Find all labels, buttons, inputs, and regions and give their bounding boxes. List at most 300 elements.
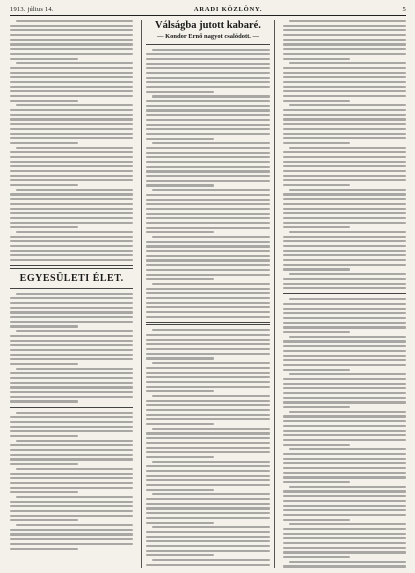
text-line [146,259,269,261]
text-line [10,533,133,535]
text-line [10,519,78,521]
text-line [152,461,269,463]
text-line [10,482,133,484]
text-line [10,156,133,158]
text-line [146,437,269,439]
divider [10,407,133,408]
text-line [10,473,133,475]
text-line [283,326,406,328]
text-line [16,468,133,470]
text-line [283,490,406,492]
text-line [10,90,133,92]
text-line [283,355,406,357]
text-line [10,109,133,111]
text-line [283,76,406,78]
text-line [146,343,269,345]
text-line [10,510,133,512]
text-line [10,372,133,374]
text-line [10,222,133,224]
text-line [283,481,351,483]
text-line [10,316,133,318]
text-line [152,395,269,397]
text-line [146,278,214,280]
text-line [10,458,133,460]
text-line [10,421,133,423]
text-line [146,67,269,69]
text-line [10,491,78,493]
text-line [146,442,269,444]
text-line [283,226,351,228]
text-line [10,349,133,351]
text-line [283,151,406,153]
text-line [10,444,133,446]
text-line [289,298,406,300]
text-line [10,505,133,507]
text-line [146,339,269,341]
newspaper-title: ARADI KÖZLÖNY. [193,6,263,13]
text-line [283,48,406,50]
text-line [10,179,133,181]
text-line [146,203,269,205]
text-line [289,336,406,338]
text-line [289,561,406,563]
text-line [146,489,214,491]
text-line [289,62,406,64]
text-line [146,484,269,486]
text-line [146,250,269,252]
text-line [146,114,269,116]
text-line [146,241,269,243]
text-line [10,95,133,97]
text-line [283,217,406,219]
text-line [146,423,214,425]
text-line [146,386,269,388]
text-line [146,199,269,201]
text-line [10,236,133,238]
text-line [146,81,269,83]
text-line [10,203,133,205]
text-line [283,547,406,549]
text-line [283,415,406,417]
text-line [283,350,406,352]
text-line [10,43,133,45]
text-line [283,537,406,539]
text-line [146,53,269,55]
text-line [10,240,133,242]
text-line [10,435,78,437]
text-line [283,142,351,144]
left-column [10,20,135,568]
text-line [10,53,133,55]
columns [10,20,406,568]
divider [283,293,406,294]
text-line [283,156,406,158]
text-line [283,345,406,347]
text-line [283,236,406,238]
text-line [10,123,133,125]
text-line [10,48,133,50]
text-line [283,505,406,507]
text-line [283,29,406,31]
text-line [152,189,269,191]
text-line [283,392,406,394]
text-line [10,217,133,219]
text-line [146,156,269,158]
text-line [283,128,406,130]
text-line [10,161,133,163]
text-line [289,523,406,525]
text-line [283,509,406,511]
text-line [283,165,406,167]
text-line [146,479,269,481]
text-line [146,297,269,299]
text-line [10,477,133,479]
text-line [146,348,269,350]
text-line [146,138,214,140]
text-line [289,448,406,450]
text-line [10,39,133,41]
text-line [283,25,406,27]
text-line [146,381,269,383]
text-line [146,119,269,121]
text-line [289,147,406,149]
text-line [146,418,269,420]
text-line [283,86,406,88]
text-line [146,245,269,247]
text-line [10,430,133,432]
text-line [152,329,269,331]
text-line [10,165,133,167]
text-line [10,128,133,130]
text-line [283,250,406,252]
text-line [10,142,78,144]
headline-rule [146,44,269,45]
text-line [146,208,269,210]
text-line [283,72,406,74]
text-line [10,29,133,31]
text-line [10,58,78,60]
text-line [146,161,269,163]
text-line [146,231,214,233]
issue-date: 1913. július 14. [10,6,54,13]
text-line [10,321,133,323]
text-line [10,358,133,360]
text-line [146,91,214,93]
text-line [10,344,133,346]
text-line [283,551,406,553]
text-line [146,465,269,467]
text-line [283,444,351,446]
text-line [152,526,269,528]
text-line [146,124,269,126]
text-line [283,43,406,45]
text-line [152,428,269,430]
text-line [289,20,406,22]
text-line [146,152,269,154]
text-line [146,166,269,168]
text-line [10,386,133,388]
divider [146,322,269,326]
text-line [10,377,133,379]
text-line [146,409,269,411]
text-line [283,198,406,200]
text-line [152,236,269,238]
text-line [10,137,133,139]
middle-column [141,20,274,568]
text-line [10,25,133,27]
text-line [146,400,269,402]
text-line [146,63,269,65]
text-line [283,303,406,305]
text-line [146,311,269,313]
text-line [146,274,269,276]
text-line [283,472,406,474]
text-line [10,363,78,365]
text-line [10,259,133,261]
text-line [146,536,269,538]
text-line [146,545,269,547]
text-line [146,456,214,458]
text-line [289,273,406,275]
text-line [283,118,406,120]
text-line [146,540,269,542]
text-line [283,222,406,224]
text-line [283,312,406,314]
text-line [146,316,269,318]
text-line [283,175,406,177]
text-line [10,543,133,545]
text-line [146,414,269,416]
text-line [146,194,269,196]
text-line [283,245,406,247]
text-line [146,507,269,509]
text-line [10,100,78,102]
text-line [146,269,269,271]
text-line [16,147,133,149]
text-line [10,170,133,172]
text-line [146,86,269,88]
text-line [10,114,133,116]
text-line [283,331,351,333]
text-line [289,231,406,233]
text-line [10,335,133,337]
text-line [10,454,133,456]
right-column [281,20,406,568]
text-line [10,72,133,74]
text-line [283,462,406,464]
text-line [283,514,406,516]
text-line [283,109,406,111]
text-line [146,357,214,359]
text-line [146,404,269,406]
text-line [146,470,269,472]
text-line [146,447,269,449]
text-line [10,133,133,135]
text-line [283,184,351,186]
text-line [16,20,133,22]
text-line [283,364,406,366]
text-line [16,293,133,295]
text-line [283,34,406,36]
text-line [289,373,406,375]
text-line [146,77,269,79]
text-line [10,340,133,342]
text-line [146,512,269,514]
text-line [146,367,269,369]
text-line [283,542,406,544]
text-line [283,495,406,497]
text-line [283,193,406,195]
text-line [283,161,406,163]
text-line [10,529,133,531]
text-line [283,170,406,172]
text-line [146,517,269,519]
text-line [283,397,406,399]
text-line [146,58,269,60]
text-line [10,487,133,489]
divider [10,288,133,289]
text-line [16,412,133,414]
text-line [283,100,351,102]
text-line [10,254,133,256]
text-line [10,193,133,195]
text-line [16,496,133,498]
text-line [16,104,133,106]
text-line [10,212,133,214]
text-line [10,391,133,393]
text-line [283,387,406,389]
text-line [10,449,133,451]
text-line [283,528,406,530]
text-line [146,180,269,182]
text-line [283,425,406,427]
text-line [283,268,351,270]
masthead [10,6,406,16]
text-line [152,493,269,495]
text-line [283,259,406,261]
text-line [289,411,406,413]
text-line [146,451,269,453]
text-line [283,565,406,567]
text-line [146,255,269,257]
text-line [283,53,406,55]
text-line [152,283,269,285]
text-line [146,554,214,556]
text-line [283,212,406,214]
text-line [283,519,351,521]
text-line [283,137,406,139]
text-line [289,189,406,191]
text-line [10,354,133,356]
text-line [283,453,406,455]
text-line [283,67,406,69]
text-line [16,440,133,442]
text-line [283,278,406,280]
text-line [283,359,406,361]
text-line [283,264,406,266]
text-line [16,330,133,332]
text-line [10,67,133,69]
text-line [10,208,133,210]
text-line [10,302,133,304]
text-line [146,376,269,378]
text-line [283,114,406,116]
text-line [10,396,133,398]
text-line [146,100,269,102]
text-line [16,524,133,526]
headline: Válságba jutott kabaré. [155,20,261,31]
text-line [146,372,269,374]
text-line [146,390,214,392]
text-line [146,175,269,177]
text-line [283,556,351,558]
text-line [146,264,269,266]
text-line [283,533,406,535]
text-line [10,426,133,428]
text-line [146,128,269,130]
text-line [283,208,406,210]
text-line [283,240,406,242]
text-line [283,58,351,60]
text-line [152,95,269,97]
text-line [283,430,406,432]
text-line [146,522,214,524]
text-line [10,250,133,252]
text-line [146,306,269,308]
text-line [283,95,406,97]
text-line [146,334,269,336]
text-line [10,548,78,550]
text-line [146,109,269,111]
text-line [146,564,269,566]
text-line [10,311,133,313]
text-line [146,292,269,294]
text-line [152,362,269,364]
text-line [283,81,406,83]
text-line [283,500,406,502]
text-line [10,184,78,186]
text-line [10,175,133,177]
text-line [10,86,133,88]
text-line [283,383,406,385]
page-number: 5 [402,6,406,13]
text-line [283,340,406,342]
text-line [283,203,406,205]
text-line [146,213,269,215]
text-line [10,245,133,247]
text-line [283,39,406,41]
text-line [152,49,269,51]
text-line [283,406,351,408]
divider [10,265,133,269]
text-line [10,151,133,153]
text-line [146,503,269,505]
text-line [146,133,269,135]
text-line [152,559,269,561]
text-line [283,123,406,125]
subheadline: — Kondor Ernő nagyot csalódott. — [156,32,260,40]
text-line [10,297,133,299]
text-line [10,515,133,517]
text-line [283,439,406,441]
text-line [146,302,269,304]
text-line [283,378,406,380]
text-line [146,184,214,186]
text-line [10,382,133,384]
text-line [10,501,133,503]
text-line [146,432,269,434]
text-line [283,308,406,310]
